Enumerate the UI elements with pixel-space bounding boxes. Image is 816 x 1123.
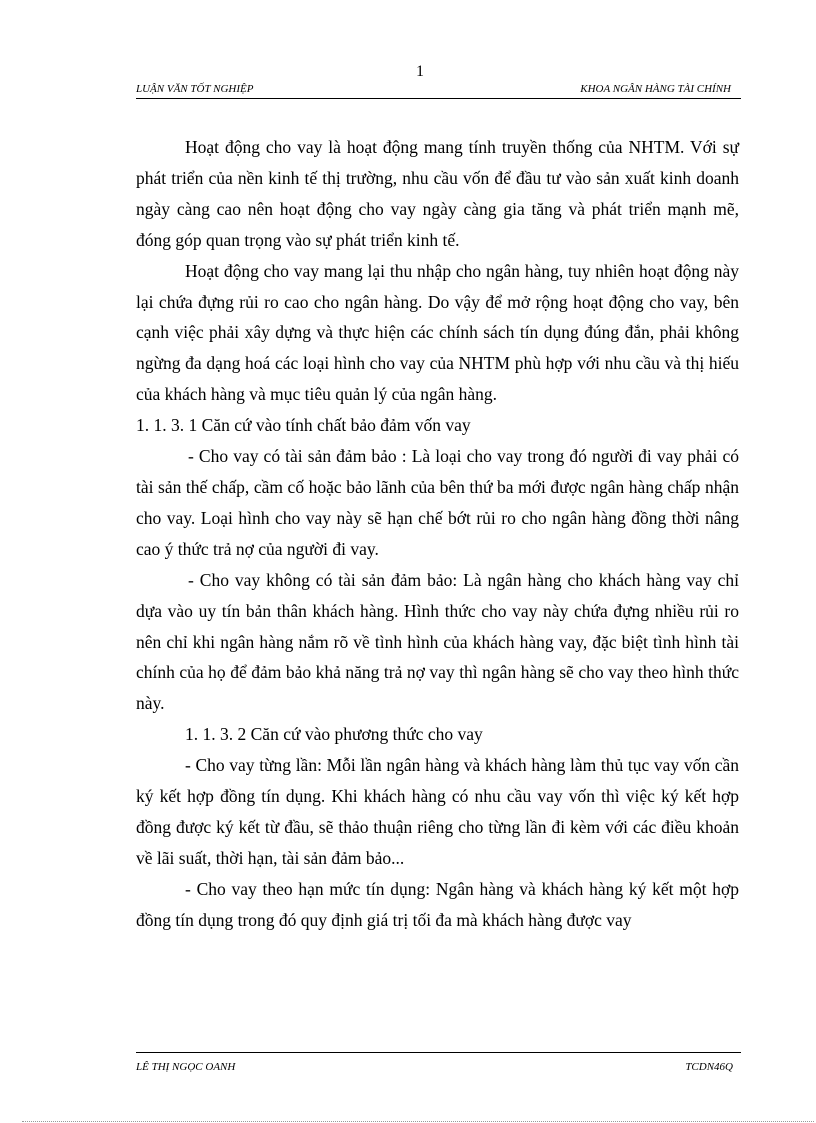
paragraph-secured-loan: - Cho vay có tài sản đảm bảo : Là loại cho vay trong đó người đi vay phải có tài sản thế chấp, cầm cố hoặc bảo lãnh của bên thứ ba mới được ngân hàng chấp nhận cho vay. Loại hình cho vay này sẽ hạn chế bớt rủi ro cho ngân hàng đồng thời nâng cao ý thức trả nợ của người đi vay. bbox=[136, 446, 739, 559]
document-body bbox=[136, 132, 739, 936]
page-footer bbox=[136, 1052, 741, 1073]
footer-class-code: TCDN46Q bbox=[685, 1061, 733, 1073]
section-heading-1-1-3-2: 1. 1. 3. 2 Căn cứ vào phương thức cho vay bbox=[185, 724, 483, 745]
page-header bbox=[136, 80, 741, 99]
page-number: 1 bbox=[416, 63, 424, 80]
paragraph-income-risk: Hoạt động cho vay mang lại thu nhập cho ngân hàng, tuy nhiên hoạt động này lại chứa đựng rủi ro cao cho ngân hàng. Do vậy để mở rộng hoạt động cho vay, bên cạnh việc phải xây dựng và thực hiện các chính sách tín dụng đúng đắn, phải không ngừng đa dạng hoá các loại hình cho vay của NHTM phù hợp với nhu cầu và thị hiếu của khách hàng và mục tiêu quản lý của ngân hàng. bbox=[136, 260, 739, 405]
header-right-title: KHOA NGÂN HÀNG TÀI CHÍNH bbox=[580, 83, 731, 95]
paragraph-unsecured-loan: - Cho vay không có tài sản đảm bảo: Là ngân hàng cho khách hàng vay chỉ dựa vào uy tín bản thân khách hàng. Hình thức cho vay này chứa đựng nhiều rủi ro nên chỉ khi ngân hàng nắm rõ về tình hình của khách hàng vay, đặc biệt tình hình tài chính của họ để đảm bảo khả năng trả nợ vay thì ngân hàng sẽ cho vay theo hình thức này. bbox=[136, 569, 739, 714]
paragraph-credit-limit-loan: - Cho vay theo hạn mức tín dụng: Ngân hàng và khách hàng ký kết một hợp đồng tín dụng trong đó quy định giá trị tối đa mà khách hàng được vay bbox=[136, 878, 739, 930]
page-bottom-divider bbox=[22, 1121, 814, 1122]
header-left-title: LUẬN VĂN TỐT NGHIỆP bbox=[136, 83, 254, 95]
paragraph-single-loan: - Cho vay từng lần: Mỗi lần ngân hàng và khách hàng làm thủ tục vay vốn cần ký kết hợp đồng tín dụng. Khi khách hàng có nhu cầu vay vốn thì việc ký kết hợp đồng được ký kết từ đầu, sẽ thảo thuận riêng cho từng lần đi kèm với các điều khoản về lãi suất, thời hạn, tài sản đảm bảo... bbox=[136, 755, 739, 868]
section-heading-1-1-3-1: 1. 1. 3. 1 Căn cứ vào tính chất bảo đảm vốn vay bbox=[136, 415, 471, 436]
footer-author: LÊ THỊ NGỌC OANH bbox=[136, 1061, 236, 1073]
paragraph-intro: Hoạt động cho vay là hoạt động mang tính truyền thống của NHTM. Với sự phát triển của nền kinh tế thị trường, nhu cầu vốn để đầu tư vào sản xuất kinh doanh ngày càng cao nên hoạt động cho vay ngày càng gia tăng và phát triển mạnh mẽ, đóng góp quan trọng vào sự phát triển kinh tế. bbox=[136, 137, 739, 250]
